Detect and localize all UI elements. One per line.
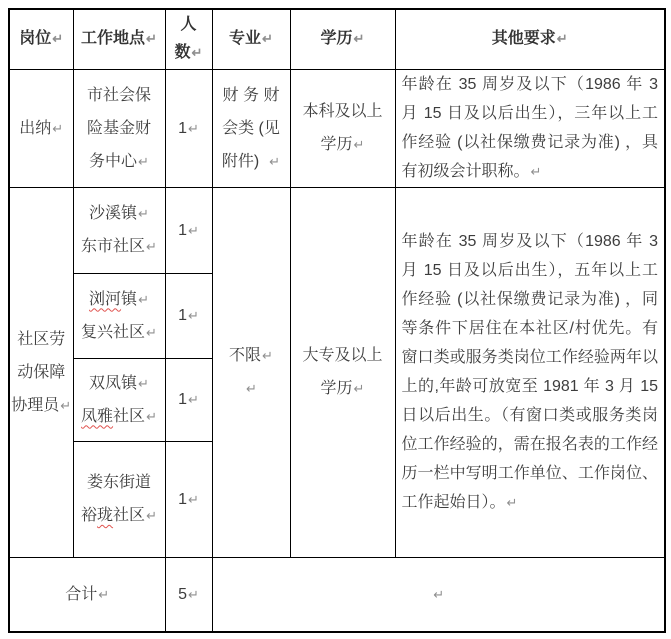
cell-text: 沙溪镇 [89,205,138,222]
headcount-cell[interactable] [165,69,212,187]
cell-text: 人 [180,16,197,34]
cell-text: 工作地点 [81,30,146,48]
cell-line [10,578,165,611]
cell-line [74,499,165,532]
location-liuhe-fuxing-cell[interactable] [73,273,165,358]
cell-text: 社区 [113,507,146,524]
cell-line [74,145,165,178]
cell-line [166,483,212,516]
cell-text: 出纳 [19,119,52,137]
header-headcount[interactable] [165,9,212,69]
cell-text: 镇 [121,290,138,308]
cell-text: 双凤镇 [89,374,138,392]
paragraph-mark-icon: ↵ [60,397,72,413]
paragraph-mark-icon: ↵ [188,392,199,407]
cell-line [166,383,212,416]
cell-line [74,112,165,145]
paragraph-mark-icon: ↵ [52,120,64,136]
cell-text: 5 [178,585,187,603]
cell-line [213,112,290,145]
cell-line [213,578,665,611]
header-major[interactable] [212,9,290,69]
cell-text: 专业 [229,30,262,48]
requirements-cashier-cell[interactable] [395,69,665,187]
paragraph-mark-icon: ↵ [506,495,518,510]
cell-text: 复兴社区 [81,323,146,341]
cell-line [213,25,290,53]
education-bachelor-cell[interactable] [290,69,395,187]
paragraph-mark-icon: ↵ [146,508,157,523]
paragraph-mark-icon: ↵ [262,348,273,363]
cell-line [291,25,395,53]
cell-text: 学历 [320,380,353,397]
cell-line [166,299,212,332]
paragraph-mark-icon: ↵ [269,153,281,169]
cell-text: 东市社区 [81,238,146,255]
requirements-paragraph [396,70,665,186]
paragraph-mark-icon: ↵ [188,120,199,136]
paragraph-mark-icon: ↵ [556,31,568,47]
paragraph-mark-icon: ↵ [353,381,365,396]
paragraph-text: 年龄在 35 周岁及以下（1986 年 3 月 15 日及以后出生），三年以上工作经验 (以社保缴费记录为准) ，具有初级会计职称。 [401,76,658,180]
location-social-insurance-fund-center-cell[interactable] [73,69,165,187]
paragraph-mark-icon: ↵ [188,491,199,507]
paragraph-mark-icon: ↵ [191,45,203,61]
cell-text: 1 [178,119,187,137]
spellcheck-squiggle-text: 珑 [97,507,114,524]
cell-text: 险基金财 [86,119,151,137]
cell-line [10,25,73,53]
paragraph-text: 年龄在 35 周岁及以下（1986 年 3 月 15 日及以后出生），五年以上工作经验 (以社保缴费记录为准) ，同等条件下居住在本社区/村优先。有窗口类或服务类岗位工作经验两年以上的,年龄可放宽至 1981 年 3 月 15 日以后出生。（有窗口类或服务类岗位工作经验的，需在报名表的工作经历一栏中写明工作单位、工作岗位、工作起始日）。 [401,233,658,511]
cell-line [166,39,212,67]
recruitment-positions-table [8,8,666,633]
cell-line [74,230,165,263]
cell-text: 会类 (见 [222,119,280,137]
total-label-cell[interactable] [9,557,165,632]
cell-text: 附件) [221,152,269,170]
paragraph-mark-icon: ↵ [188,586,199,602]
paragraph-mark-icon: ↵ [138,206,149,221]
cell-line [396,25,665,53]
header-work-location[interactable] [73,9,165,69]
education-college-cell[interactable] [290,187,395,557]
requirements-paragraph [396,227,665,517]
cell-line [74,283,165,316]
cell-text: 学历 [320,136,353,153]
major-finance-accounting-cell[interactable] [212,69,290,187]
cell-text: 社区 [113,407,146,425]
header-position[interactable] [9,9,73,69]
paragraph-mark-icon: ↵ [98,586,110,602]
paragraph-mark-icon: ↵ [146,31,157,47]
paragraph-mark-icon: ↵ [530,164,542,179]
cell-line [74,367,165,400]
headcount-cell[interactable] [165,273,212,358]
cell-text: 岗位 [19,30,52,48]
location-loudong-yulong-cell[interactable] [73,441,165,557]
cell-text: 1 [178,490,187,508]
cell-text: 市社会保 [86,86,151,104]
cell-line [10,323,73,356]
cell-text: 数 [174,44,191,62]
cell-line [213,145,290,178]
paragraph-mark-icon: ↵ [262,31,273,47]
location-shuangfeng-fengya-cell[interactable] [73,358,165,441]
cell-line [74,466,165,499]
header-other-requirements[interactable] [395,9,665,69]
spellcheck-squiggle-text: 浏河 [89,290,122,308]
position-cashier-cell[interactable] [9,69,73,187]
paragraph-mark-icon: ↵ [138,375,149,391]
cell-text: 本科及以上 [302,103,383,120]
headcount-cell[interactable] [165,441,212,557]
cell-text: 协理员 [11,396,60,414]
cell-text: 动保障 [17,363,66,381]
cell-line [74,197,165,230]
paragraph-mark-icon: ↵ [146,239,157,254]
total-empty-cell[interactable] [212,557,665,632]
cell-line [166,578,212,611]
spellcheck-squiggle-text: 凤雅 [81,407,114,425]
cell-line [291,339,395,372]
cell-text: 1 [178,391,187,408]
requirements-community-officer-cell[interactable] [395,187,665,557]
cell-line [291,95,395,128]
cell-text: 合计 [65,585,98,603]
header-education[interactable] [290,9,395,69]
position-community-labor-officer-cell[interactable] [9,187,73,557]
cell-line [74,79,165,112]
paragraph-mark-icon: ↵ [353,31,365,47]
cell-line [166,11,212,39]
headcount-cell[interactable] [165,358,212,441]
headcount-cell[interactable] [165,187,212,273]
paragraph-mark-icon: ↵ [138,291,149,307]
paragraph-mark-icon: ↵ [246,381,257,396]
paragraph-mark-icon: ↵ [138,153,149,169]
cell-text: 财 务 财 [222,86,280,104]
cell-line [10,389,73,422]
cell-text: 1 [178,221,187,239]
cell-text: 其他要求 [491,30,556,48]
paragraph-mark-icon: ↵ [52,31,64,47]
cell-text: 裕 [81,507,98,524]
cell-text: 1 [178,307,187,324]
cell-line [74,25,165,53]
cell-text: 娄东街道 [86,474,151,491]
total-count-cell[interactable] [165,557,212,632]
cell-text: 学历 [320,30,353,48]
paragraph-mark-icon: ↵ [146,324,157,340]
cell-line [10,112,73,145]
cell-line [166,214,212,247]
cell-line [213,372,290,405]
cell-line [74,400,165,433]
cell-line [213,339,290,372]
cell-line [10,356,73,389]
major-unlimited-cell[interactable] [212,187,290,557]
paragraph-mark-icon: ↵ [433,586,445,602]
cell-text: 社区劳 [17,330,66,348]
cell-line [213,79,290,112]
cell-text: 务中心 [89,152,138,170]
cell-text: 大专及以上 [302,347,383,364]
cell-line [74,316,165,349]
paragraph-mark-icon: ↵ [146,408,157,424]
paragraph-mark-icon: ↵ [353,137,365,152]
cell-line [291,372,395,405]
cell-line [291,128,395,161]
paragraph-mark-icon: ↵ [188,222,199,238]
paragraph-mark-icon: ↵ [188,308,199,323]
cell-text: 不限 [229,347,262,364]
cell-line [166,112,212,145]
location-shaxi-dongshi-cell[interactable] [73,187,165,273]
